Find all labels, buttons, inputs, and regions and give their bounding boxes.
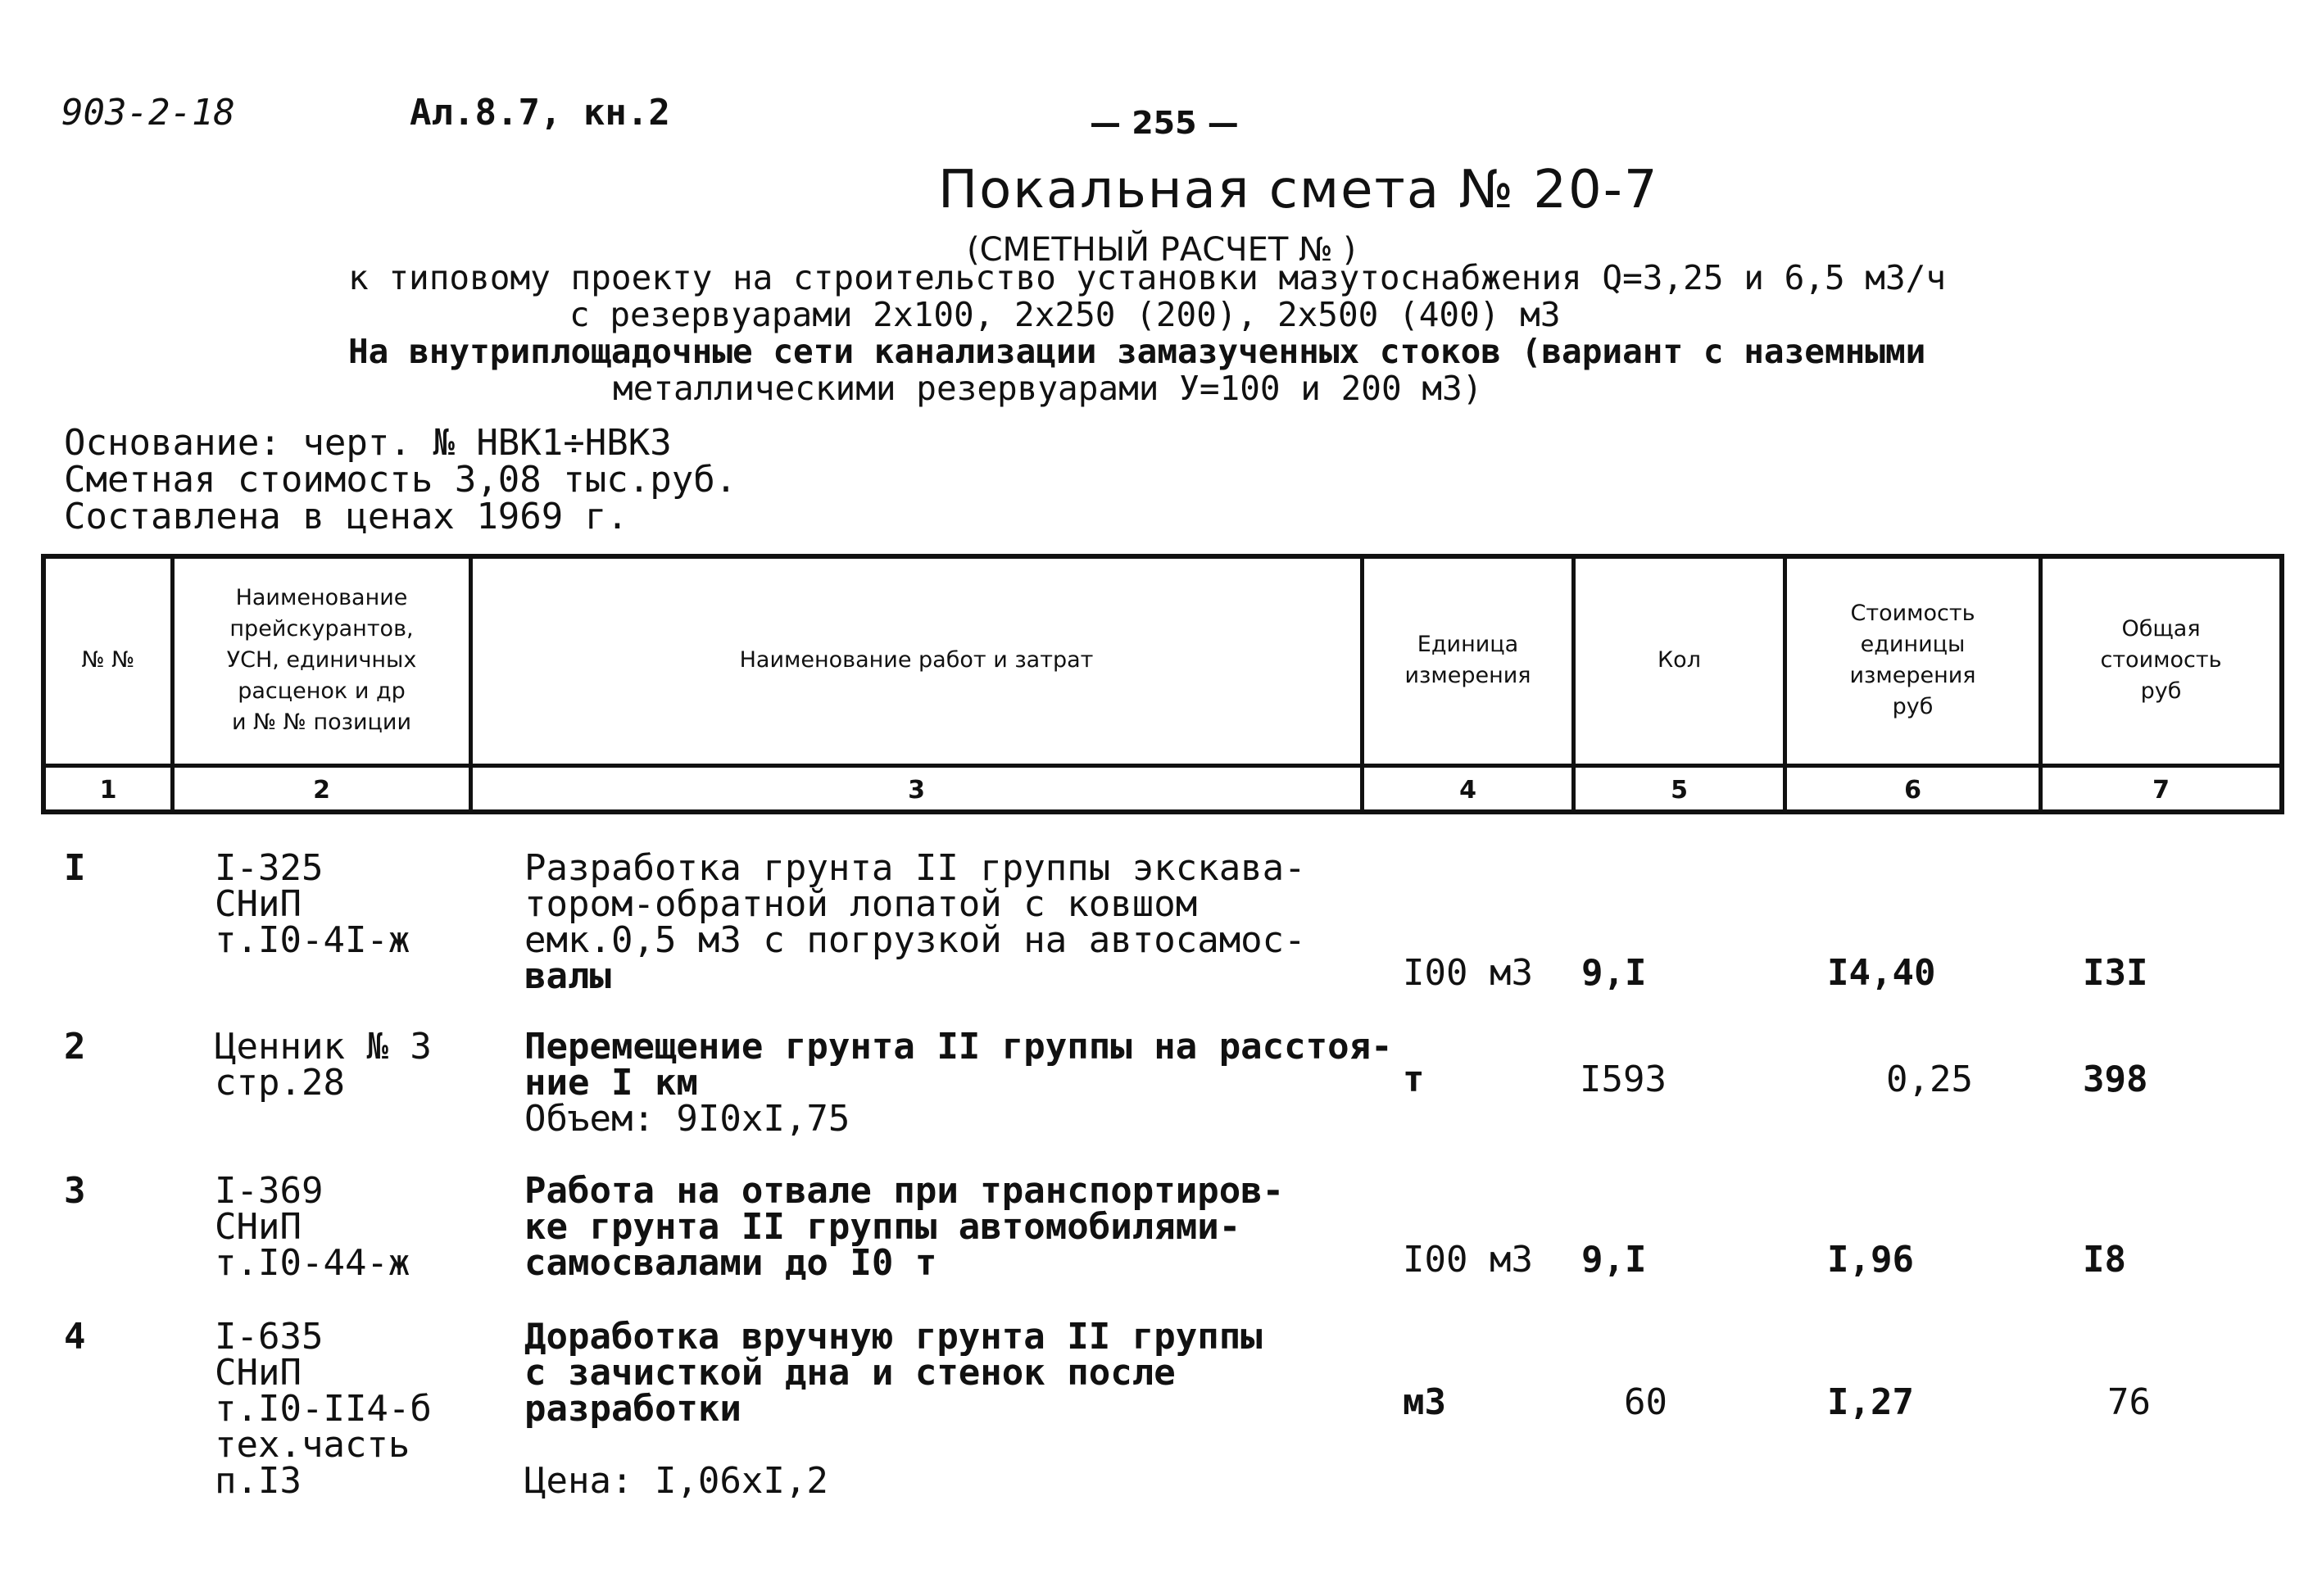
description-line: На внутриплощадочные сети канализации замазученных стоков (вариант с наземными bbox=[348, 332, 1926, 371]
row-number: I bbox=[64, 847, 86, 889]
basis-line: Основание: черт. № НВК1÷НВК3 bbox=[64, 422, 672, 464]
row-number: 2 bbox=[64, 1026, 86, 1068]
description-line: к типовому проекту на строительство установки мазутоснабжения Q=3,25 и 6,5 м3/ч bbox=[348, 258, 1947, 297]
column-number: 4 bbox=[1459, 775, 1476, 805]
row-number: 3 bbox=[64, 1170, 86, 1212]
column-header-unit: Единица измерения bbox=[1404, 632, 1531, 688]
row-unit: I00 м3 bbox=[1403, 952, 1533, 994]
column-number: 6 bbox=[1904, 775, 1921, 805]
column-number: 1 bbox=[99, 775, 117, 805]
row-reference: Ценник № 3 стр.28 bbox=[215, 1026, 432, 1104]
row-total-cost: 76 bbox=[2107, 1381, 2151, 1423]
row-reference: I-635 СНиП т.I0-II4-б тех.часть п.I3 bbox=[215, 1316, 432, 1502]
column-number: 2 bbox=[313, 775, 330, 805]
column-header-num: № № bbox=[81, 647, 135, 673]
row-total-cost: 398 bbox=[2083, 1059, 2148, 1100]
row-unit: I00 м3 bbox=[1403, 1239, 1533, 1281]
row-number: 4 bbox=[64, 1316, 86, 1358]
album-reference: Ал.8.7, кн.2 bbox=[410, 92, 670, 134]
row-quantity: 9,I bbox=[1581, 1239, 1647, 1281]
row-unit-cost: I,96 bbox=[1827, 1239, 1914, 1281]
row-quantity: I593 bbox=[1580, 1059, 1667, 1100]
row-unit-cost: 0,25 bbox=[1886, 1059, 1973, 1100]
row-unit-cost: I,27 bbox=[1827, 1381, 1914, 1423]
row-work-description: Разработка грунта II группы экскава- тором-обратной лопатой с ковшом емк.0,5 м3 с погрузкой на автосамос- валы bbox=[524, 847, 1306, 997]
row-work-description: Перемещение грунта II группы на расстоя- ние I км Объем: 9I0хI,75 bbox=[524, 1026, 1393, 1140]
row-unit: т bbox=[1403, 1059, 1425, 1100]
row-total-cost: I3I bbox=[2083, 952, 2148, 994]
row-reference: I-325 СНиП т.I0-4I-ж bbox=[215, 847, 410, 961]
basis-line: Сметная стоимость 3,08 тыс.руб. bbox=[64, 459, 737, 501]
description-line: металлическими резервуарами У=100 и 200 м3) bbox=[613, 369, 1483, 408]
row-quantity: 9,I bbox=[1581, 952, 1647, 994]
basis-line: Составлена в ценах 1969 г. bbox=[64, 496, 628, 537]
row-total-cost: I8 bbox=[2083, 1239, 2126, 1281]
page-title: Покальная смета № 20-7 bbox=[938, 160, 1659, 220]
column-header-work: Наименование работ и затрат bbox=[739, 647, 1094, 673]
row-price-note: Цена: I,06хI,2 bbox=[524, 1460, 828, 1502]
column-header-reference: Наименование прейскурантов, УСН, единичных расценок и др и № № позиции bbox=[226, 585, 417, 735]
row-reference: I-369 СНиП т.I0-44-ж bbox=[215, 1170, 410, 1284]
row-work-description: Доработка вручную грунта II группы с зачисткой дна и стенок после разработки bbox=[524, 1316, 1263, 1430]
column-number: 7 bbox=[2152, 775, 2170, 805]
row-work-description: Работа на отвале при транспортиров- ке грунта II группы автомобилями- самосвалами до I0 т bbox=[524, 1170, 1285, 1284]
description-line: с резервуарами 2х100, 2х250 (200), 2х500 (400) м3 bbox=[569, 295, 1561, 334]
document-code: 903-2-18 bbox=[61, 92, 235, 134]
page-subtitle: (СМЕТНЫЙ РАСЧЕТ № ) bbox=[967, 231, 1356, 269]
row-unit: м3 bbox=[1403, 1381, 1446, 1423]
row-unit-cost: I4,40 bbox=[1827, 952, 1936, 994]
column-header-quantity: Кол bbox=[1658, 647, 1701, 673]
column-header-total-cost: Общая стоимость руб bbox=[2100, 616, 2222, 704]
page-number: — 255 — bbox=[1090, 105, 1239, 141]
row-quantity: 60 bbox=[1624, 1381, 1667, 1423]
column-number: 3 bbox=[908, 775, 925, 805]
column-number: 5 bbox=[1671, 775, 1688, 805]
header-divider bbox=[41, 764, 2284, 768]
column-header-unit-cost: Стоимость единицы измерения руб bbox=[1849, 601, 1976, 719]
